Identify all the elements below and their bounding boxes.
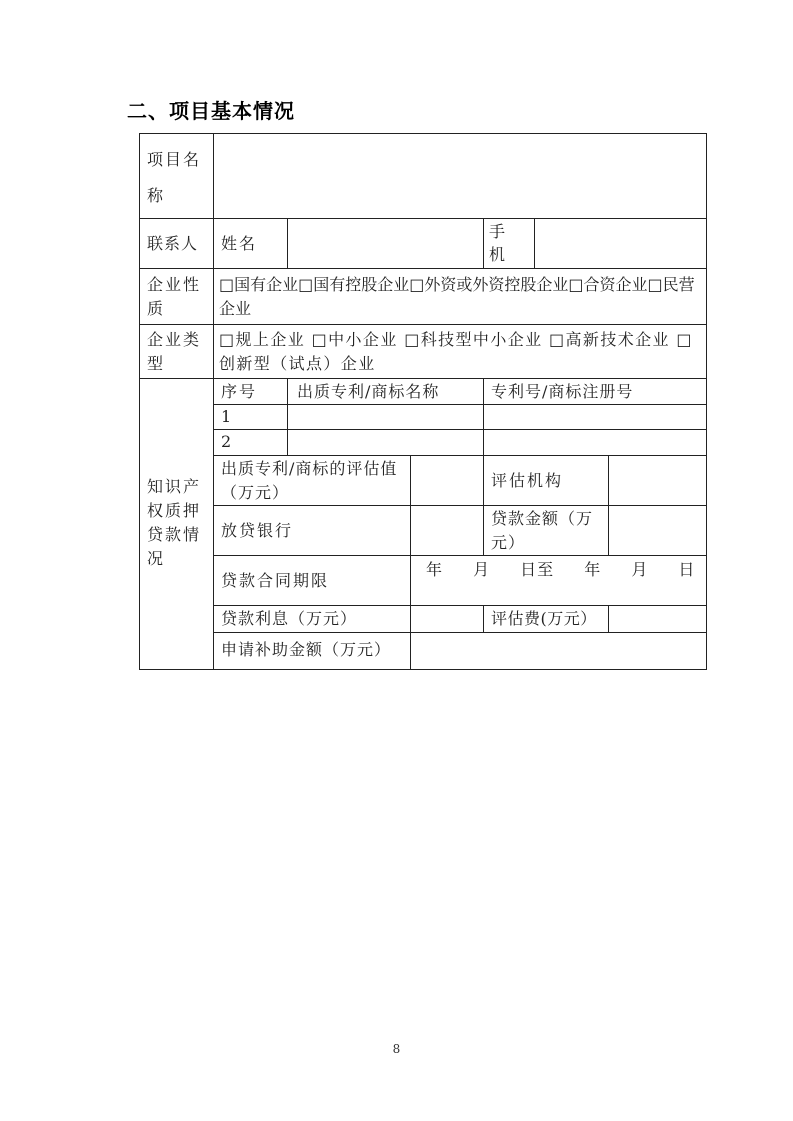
table-rule [483,218,484,269]
enterprise-nature-label: 企业性质 [147,275,202,318]
item-registration-number[interactable] [487,431,703,453]
table-rule [483,378,484,456]
item-pledged-name[interactable] [291,406,479,428]
item-index: 2 [221,432,234,451]
enterprise-type-label: 企业类型 [147,330,202,373]
bank-label: 放贷银行 [221,521,294,540]
table-rule [139,133,707,134]
table-rule [213,133,214,670]
table-rule [410,455,411,670]
interest-field[interactable] [414,608,480,630]
project-name-label: 项目名称 [147,150,202,205]
interest-label: 贷款利息（万元） [221,609,358,628]
term-label: 贷款合同期限 [221,571,330,590]
subsidy-label: 申请补助金额（万元） [221,640,392,659]
table-rule [139,669,707,670]
project-name-field[interactable] [217,137,703,215]
table-rule [287,378,288,456]
contact-name-label: 姓名 [221,234,258,253]
table-rule [213,632,707,633]
fee-field[interactable] [612,608,703,630]
table-rule [706,133,707,670]
item-index: 1 [221,407,234,426]
page-number: 8 [392,1042,401,1056]
table-rule [483,455,484,555]
item-pledged-name[interactable] [291,431,479,453]
header-index: 序号 [221,382,258,401]
loan-amount-field[interactable] [612,508,703,552]
table-rule [139,324,707,325]
agency-field[interactable] [612,458,703,502]
phone-label: 手机 [489,222,508,264]
table-rule [608,455,609,555]
valuation-label: 出质专利/商标的评估值（万元） [221,459,398,502]
item-registration-number[interactable] [487,406,703,428]
phone-field[interactable] [538,221,703,266]
table-rule [287,218,288,269]
table-rule [483,605,484,633]
contact-name-field[interactable] [291,221,479,266]
enterprise-nature-options[interactable]: □国有企业□国有控股企业□外资或外资控股企业□合资企业□民营企业 [219,275,695,318]
bank-field[interactable] [414,508,480,552]
table-rule [534,218,535,269]
table-rule [608,605,609,633]
agency-label: 评估机构 [491,471,564,490]
table-rule [213,505,707,506]
subsidy-field[interactable] [414,635,703,667]
term-field[interactable]: 年 月 日至 年 月 日 [426,560,696,579]
fee-label: 评估费(万元） [491,609,597,628]
table-rule [139,218,707,219]
contact-label: 联系人 [147,234,199,253]
header-pledged-name: 出质专利/商标名称 [297,382,440,401]
enterprise-type-options[interactable]: □规上企业 □中小企业 □科技型中小企业 □高新技术企业 □创新型（试点）企业 [219,330,693,373]
table-rule [139,268,707,269]
valuation-field[interactable] [414,458,480,502]
header-registration-number: 专利号/商标注册号 [491,382,634,401]
table-rule [213,555,707,556]
section-title: 二、项目基本情况 [127,99,295,123]
loan-amount-label: 贷款金额（万元） [491,509,594,552]
table-rule [139,133,140,670]
ip-pledge-label: 知识产权质押贷款情况 [147,477,202,568]
